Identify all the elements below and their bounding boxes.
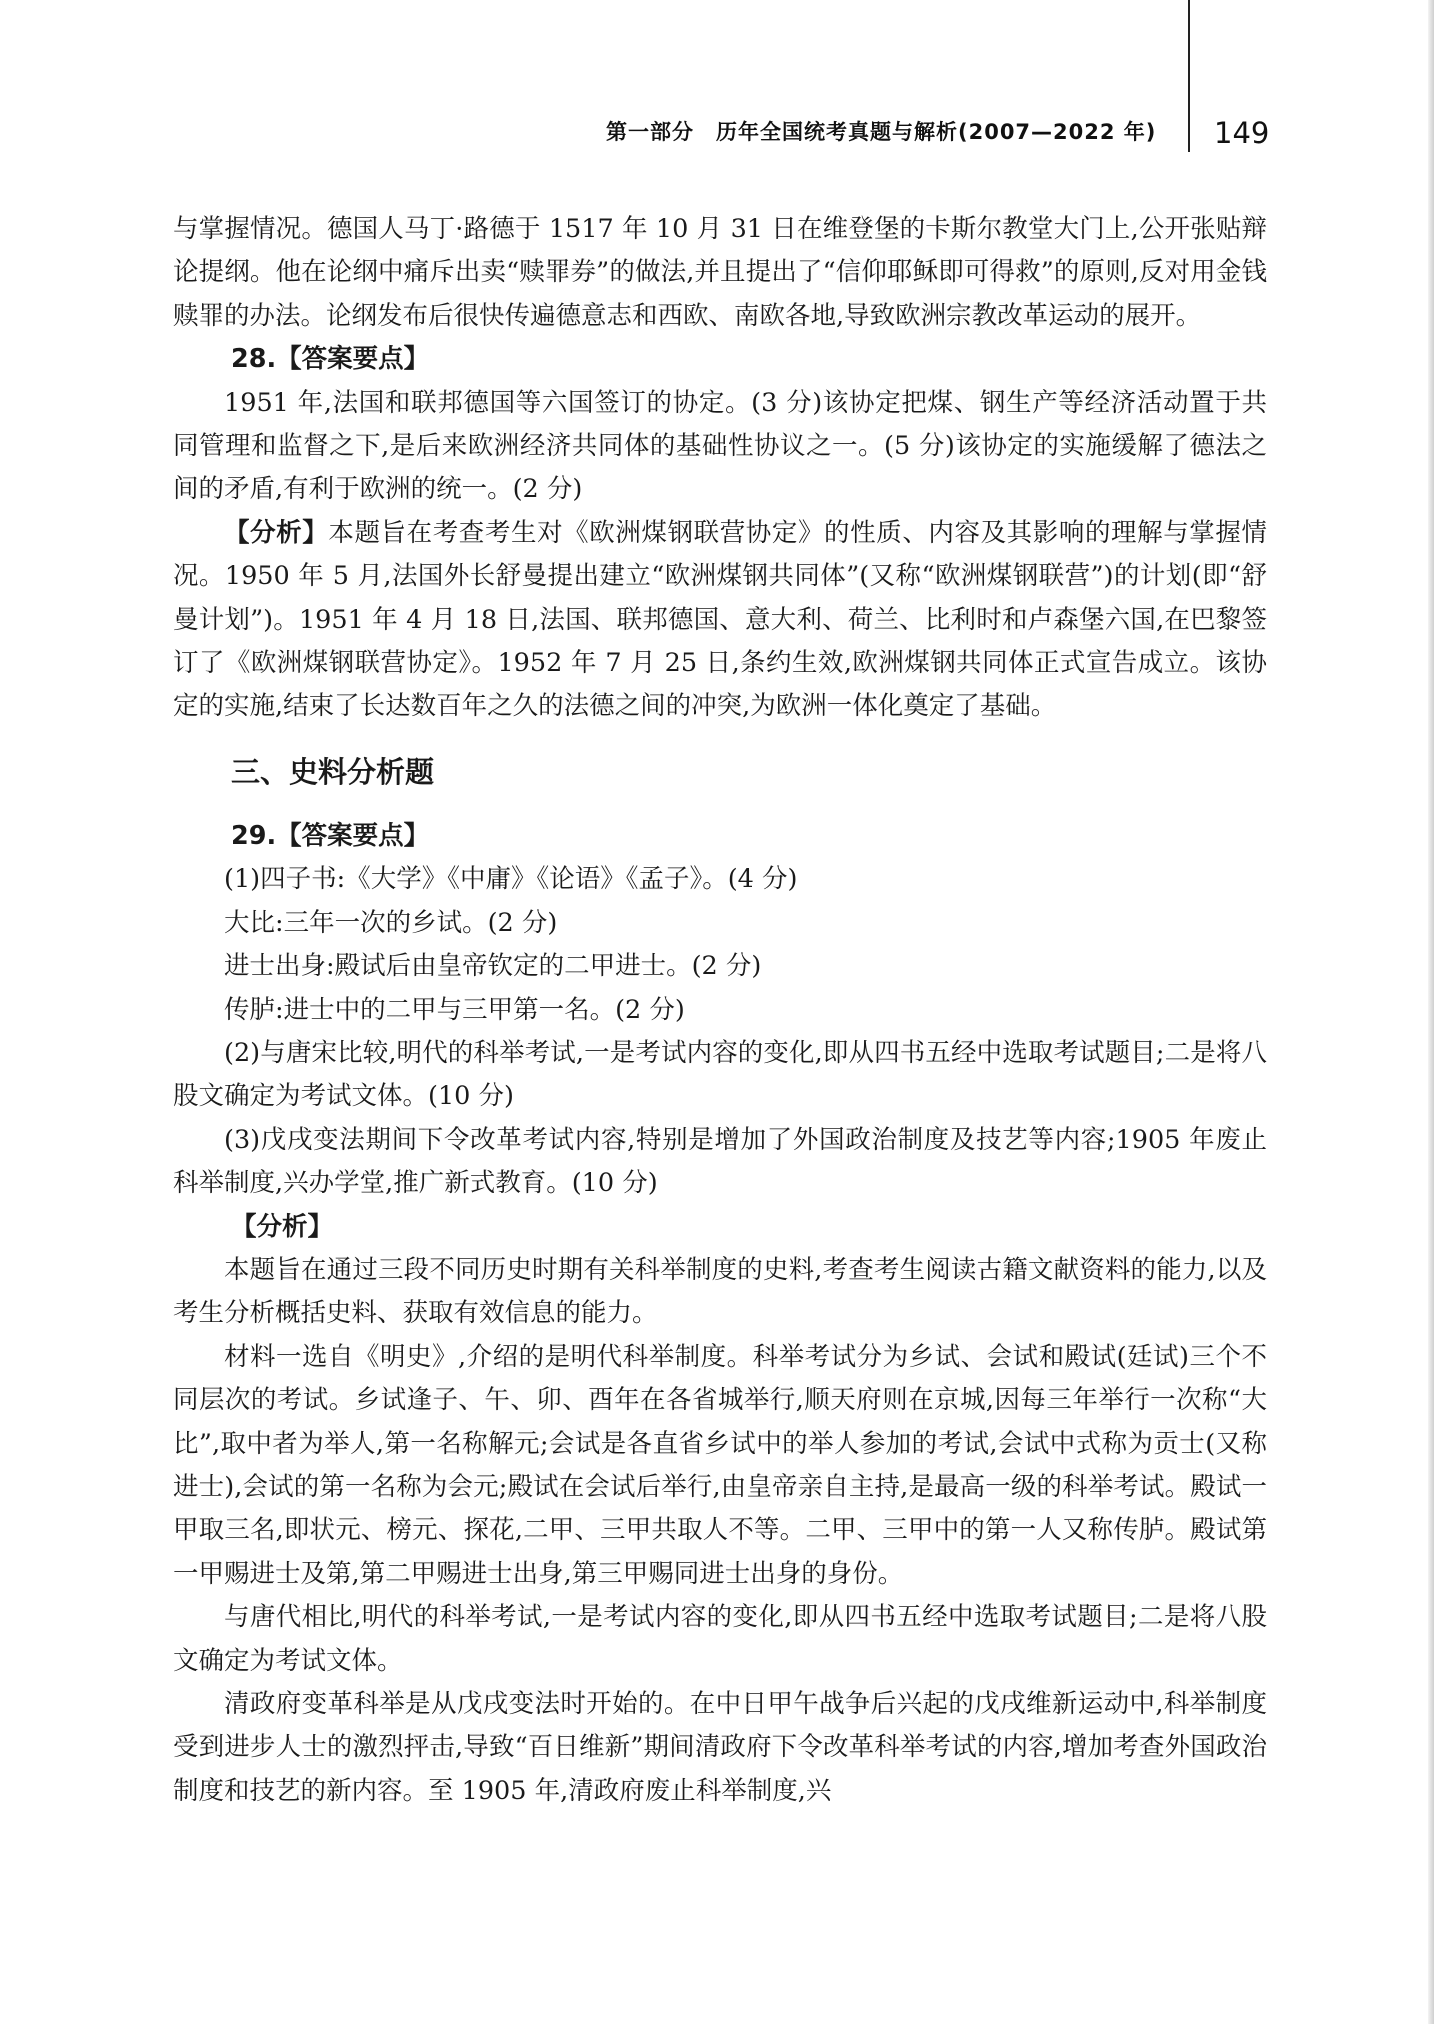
page-number: 149 (1214, 116, 1270, 150)
answer-item: 大比:三年一次的乡试。(2 分) (224, 907, 558, 938)
question-28-label: 28.【答案要点】 (231, 344, 430, 375)
analysis-paragraph: 清政府变革科举是从戊戌变法时开始的。在中日甲午战争后兴起的戊戌维新运动中,科举制度受到进步人士的激烈抨击,导致“百日维新”期间清政府下令改革科举考试的内容,增加考查外国政治制度和技艺的新内容。至 1905 年,清政府废止科举制度,兴 (173, 1689, 1267, 1806)
answer-item: (1)四子书:《大学》《中庸》《论语》《孟子》。(4 分) (224, 864, 798, 895)
analysis-paragraph: 与唐代相比,明代的科举考试,一是考试内容的变化,即从四书五经中选取考试题目;二是将八股文确定为考试文体。 (173, 1602, 1267, 1676)
question-28-analysis (173, 512, 1267, 729)
answer-item: 传胪:进士中的二甲与三甲第一名。(2 分) (224, 994, 685, 1025)
answer-item: (3)戊戌变法期间下令改革考试内容,特别是增加了外国政治制度及技艺等内容;1905 年废止科举制度,兴办学堂,推广新式教育。(10 分) (173, 1124, 1267, 1199)
section-heading: 三、史料分析题 (231, 754, 435, 789)
answer-item: 进士出身:殿试后由皇帝钦定的二甲进士。(2 分) (224, 951, 762, 982)
answer-item: (2)与唐宋比较,明代的科举考试,一是考试内容的变化,即从四书五经中选取考试题目;二是将八股文确定为考试文体。(10 分) (173, 1037, 1267, 1112)
page-header (0, 0, 1434, 170)
question-28-answer: 1951 年,法国和联邦德国等六国签订的协定。(3 分)该协定把煤、钢生产等经济活动置于共同管理和监督之下,是后来欧洲经济共同体的基础性协议之一。(5 分)该协定的实施缓解了德法之间的矛盾,有利于欧洲的统一。(2 分) (173, 387, 1267, 505)
analysis-text: 本题旨在考查考生对《欧洲煤钢联营协定》的性质、内容及其影响的理解与掌握情况。1950 年 5 月,法国外长舒曼提出建立“欧洲煤钢共同体”(又称“欧洲煤钢联营”)的计划(即“舒曼计划”)。1951 年 4 月 18 日,法国、联邦德国、意大利、荷兰、比利时和卢森堡六国,在巴黎签订了《欧洲煤钢联营协定》。1952 年 7 月 25 日,条约生效,欧洲煤钢共同体正式宣告成立。该协定的实施,结束了长达数百年之久的法德之间的冲突,为欧洲一体化奠定了基础。 (173, 517, 1267, 722)
analysis-paragraph: 材料一选自《明史》,介绍的是明代科举制度。科举考试分为乡试、会试和殿试(廷试)三个不同层次的考试。乡试逢子、午、卯、酉年在各省城举行,顺天府则在京城,因每三年举行一次称“大比”,取中者为举人,第一名称解元;会试是各直省乡试中的举人参加的考试,会试中式称为贡士(又称进士),会试的第一名称为会元;殿试在会试后举行,由皇帝亲自主持,是最高一级的科举考试。殿试一甲取三名,即状元、榜元、探花,二甲、三甲共取人不等。二甲、三甲中的第一人又称传胪。殿试第一甲赐进士及第,第二甲赐进士出身,第三甲赐同进士出身的身份。 (173, 1341, 1268, 1589)
analysis-paragraph: 本题旨在通过三段不同历史时期有关科举制度的史料,考查考生阅读古籍文献资料的能力,以及考生分析概括史料、获取有效信息的能力。 (173, 1254, 1267, 1329)
page-edge-shadow (1428, 0, 1434, 2024)
page-body (173, 208, 1267, 1813)
header-vertical-rule (1188, 0, 1190, 152)
paragraph-intro: 与掌握情况。德国人马丁·路德于 1517 年 10 月 31 日在维登堡的卡斯尔教堂大门上,公开张贴辩论提纲。他在论纲中痛斥出卖“赎罪券”的做法,并且提出了“信仰耶稣即可得救”的原则,反对用金钱赎罪的办法。论纲发布后很快传遍德意志和西欧、南欧各地,导致欧洲宗教改革运动的展开。 (173, 214, 1267, 331)
question-29-analysis-label: 【分析】 (231, 1211, 334, 1242)
question-29-label: 29.【答案要点】 (231, 820, 430, 851)
analysis-label: 【分析】 (224, 517, 329, 548)
running-header-title: 第一部分 历年全国统考真题与解析(2007—2022 年) (606, 120, 1157, 144)
